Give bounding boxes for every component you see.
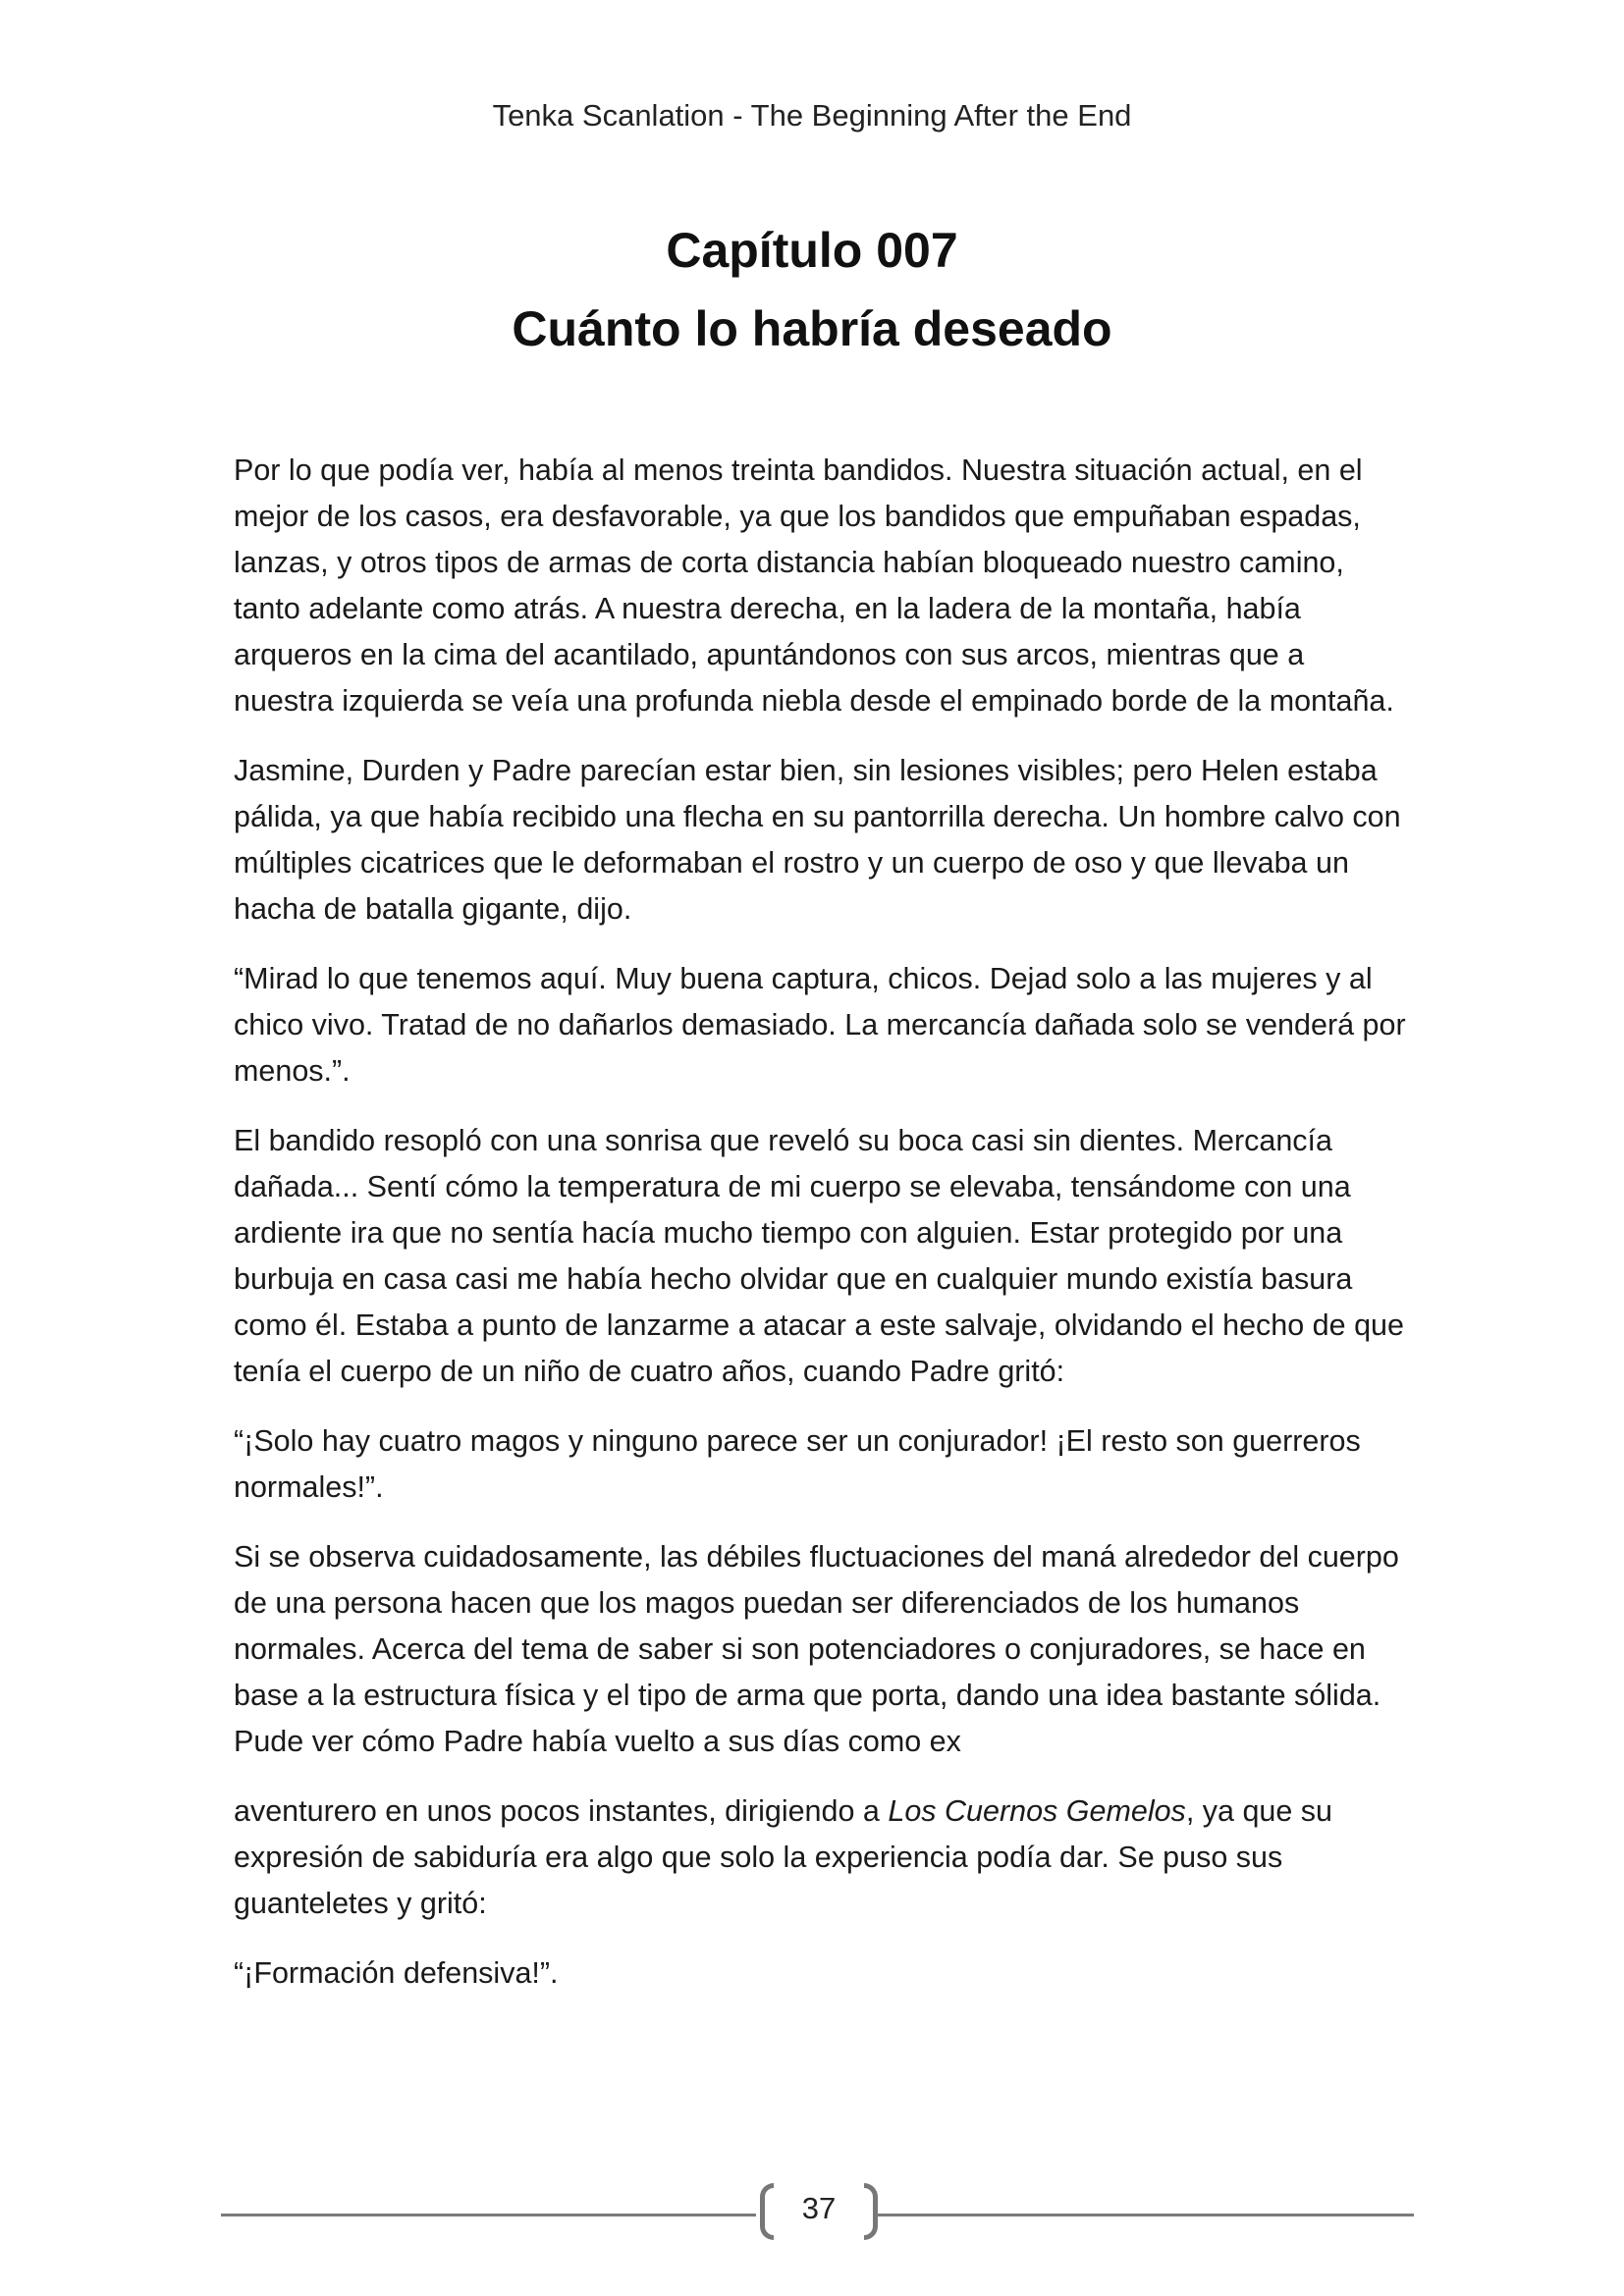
paragraph-segment: , ya que su expresión de sabiduría era algo que solo la experiencia podía dar. Se puso sus guanteletes y gritó: [234, 1794, 1333, 1920]
paragraph: Si se observa cuidadosamente, las débiles fluctuaciones del maná alrededor del cuerpo de una persona hacen que los magos puedan ser diferenciados de los humanos normales. Acerca del tema de saber si son potenciadores o conjuradores, se hace en base a la estructura física y el tipo de arma que porta, dando una idea bastante sólida. Pude ver cómo Padre había vuelto a sus días como ex [234, 1540, 1399, 1758]
page-footer [221, 2179, 1414, 2248]
chapter-name: Cuánto lo habría deseado [512, 301, 1112, 356]
paragraph: El bandido resopló con una sonrisa que reveló su boca casi sin dientes. Mercancía dañada... Sentí cómo la temperatura de mi cuerpo se elevaba, tensándome con una ardiente ira que no sentía hacía mucho tiempo con alguien. Estar protegido por una burbuja en casa casi me había hecho olvidar que en cualquier mundo existía basura como él. Estaba a punto de lanzarme a atacar a este salvaje, olvidando el hecho de que tenía el cuerpo de un niño de cuatro años, cuando Padre gritó: [234, 1124, 1404, 1388]
chapter-number: Capítulo 007 [666, 223, 958, 278]
paragraph: Por lo que podía ver, había al menos treinta bandidos. Nuestra situación actual, en el mejor de los casos, era desfavorable, ya que los bandidos que empuñaban espadas, lanzas, y otros tipos de armas de corta distancia habían bloqueado nuestro camino, tanto adelante como atrás. A nuestra derecha, en la ladera de la montaña, había arqueros en la cima del acantilado, apuntándonos con sus arcos, mientras que a nuestra izquierda se veía una profunda niebla desde el empinado borde de la montaña. [234, 454, 1394, 718]
paragraph: Jasmine, Durden y Padre parecían estar bien, sin lesiones visibles; pero Helen estaba pálida, ya que había recibido una flecha en su pantorrilla derecha. Un hombre calvo con múltiples cicatrices que le deformaban el rostro y un cuerpo de oso y que llevaba un hacha de batalla gigante, dijo. [234, 754, 1401, 926]
italic-name: Los Cuernos Gemelos [888, 1794, 1186, 1828]
chapter-body [234, 448, 1407, 2020]
right-bracket-icon [864, 2183, 878, 2240]
page-number: 37 [801, 2191, 837, 2225]
footer-rule-right [877, 2214, 1414, 2216]
paragraph: “Mirad lo que tenemos aquí. Muy buena captura, chicos. Dejad solo a las mujeres y al chico vivo. Tratad de no dañarlos demasiado. La mercancía dañada solo se venderá por menos.”. [234, 962, 1406, 1088]
footer-rule-left [221, 2214, 756, 2216]
left-bracket-icon [760, 2183, 774, 2240]
chapter-title [0, 211, 1624, 368]
paragraph: “¡Formación defensiva!”. [234, 1956, 559, 1990]
paragraph [234, 1789, 1407, 1927]
running-header: Tenka Scanlation - The Beginning After the End [492, 98, 1132, 133]
paragraph: “¡Solo hay cuatro magos y ninguno parece ser un conjurador! ¡El resto son guerreros normales!”. [234, 1424, 1361, 1504]
paragraph-segment: aventurero en unos pocos instantes, dirigiendo a [234, 1794, 889, 1828]
